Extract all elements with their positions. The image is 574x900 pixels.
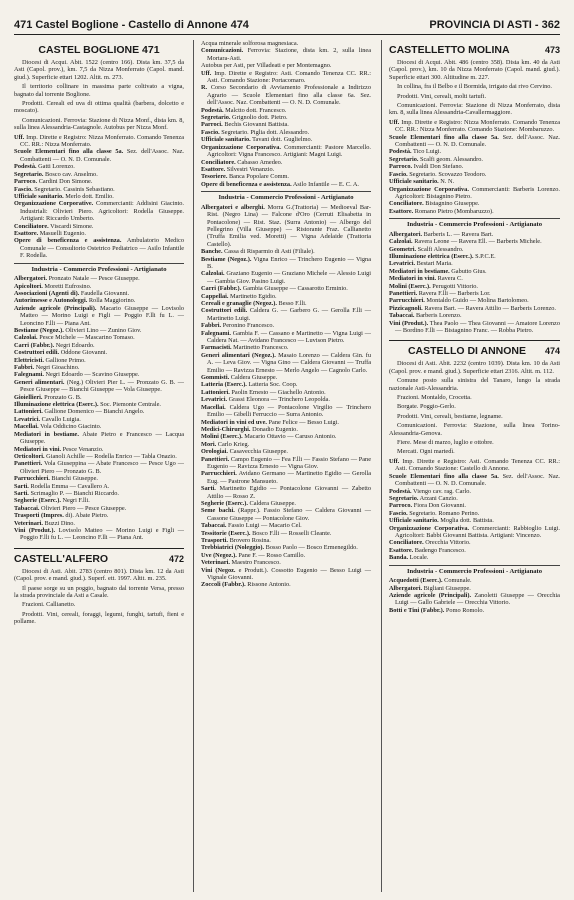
intro-paragraph: Frazioni. Callianetto.: [22, 601, 76, 609]
list-item: Bestiame (Negoz.). Olivieri Lino — Zunino Giov.: [14, 327, 142, 334]
intro-paragraph: Comunicazioni. Ferrovia: Stazione di Nizza Monf., dista km. 8, sulla linea Alessandria-Castagnole. Autobus per Nizza Monf.: [14, 116, 184, 132]
list-item: Scuole Elementari fino alla classe 5a. Sez. dell'Assoc. Naz. Combattenti — O. N. D. Comunale.: [389, 133, 560, 149]
list-item: Organizzazione Corporative. Commercianti: Addisini Giacinto. Industriali: Olivieri Piero. Agricoltori: Rodella Giuseppe. Artigiani: Riccardo Umberto.: [14, 200, 184, 223]
list-item: Uve (Negoz.). Pane F. — Rosso Camillo.: [201, 551, 306, 559]
list-item: Lattonieri. Gallione Domenico — Bianchi Angelo.: [14, 408, 145, 416]
list-item: Esattore. Badengo Francesco.: [389, 546, 466, 554]
list-item: Trebbiatrici (Noleggio). Bosso Paolo — Bosco Ermenegildo.: [201, 544, 358, 552]
industry-heading: Industria - Commercio Professioni - Artigianato: [389, 218, 560, 229]
list-item: Carri (Fabbr.). Negri Edoardo.: [14, 341, 95, 349]
section-separator: [14, 548, 184, 549]
industry-list: [389, 231, 560, 335]
industry-heading: Industria - Commercio Professioni - Artigianato: [201, 191, 371, 202]
column-1: [14, 40, 184, 892]
list-item: Conciliatore. Bistagnino Giuseppe.: [389, 200, 480, 208]
section-number: 474: [544, 346, 560, 357]
intro-paragraph: Prodotti. Vini, cereali, molti tartufi.: [397, 92, 487, 100]
section-intro: [389, 360, 560, 455]
list-item: Podestà. Viengo cav. rag. Carlo.: [389, 487, 471, 495]
list-item: Gommisti. Caldera Giuseppe.: [201, 374, 278, 382]
intro-paragraph: Comune posto sulla sinistra del Tanaro, lungo la strada nazionale Asti-Alessandria.: [389, 377, 560, 392]
list-item: Latteria (Eserc.). Latteria Soc. Coop.: [201, 381, 298, 389]
list-item: Sarti. Scrimaglio P. — Bianchi Riccardo.: [14, 489, 119, 497]
list-item: Fascio. Segretario. Cassinis Sebastiano.: [14, 185, 115, 193]
header-left: 471 Castel Boglione - Castello di Annone 474: [14, 19, 249, 31]
intro-paragraph: Mercati. Ogni martedì.: [397, 448, 455, 456]
list-item: Levatrici. Bestari Maria.: [389, 260, 453, 268]
intro-paragraph: In collina, fra il Belbo e il Bormida, irrigato dai rivo Cervino.: [397, 83, 552, 91]
list-item: Calzolai. Pesce Michele — Mascarino Tomaso.: [14, 334, 135, 342]
list-item: Parroco. Ivaldi Don Stefano.: [389, 163, 464, 171]
intro-paragraph: Diocesi di Acqui. Abit. 486 (centro 358). Dista km. 40 da Asti (Capol. prov.), km. 10 da Nizza Monferrato (Capol. mand. giud.). Superficie ettari 300. Altitudine m. 227.: [389, 59, 560, 81]
section-title-text: CASTELLETTO MOLINA: [389, 44, 510, 56]
list-item: Macellai. Caldera Ugo — Pontacolone Virgilio — Trinchero Emilio — Gibelli Ferruccio — Surra Antonio.: [201, 403, 371, 419]
intro-paragraph: Comunicazioni. Ferrovia: Stazione, sulla linea Torino-Alessandria-Genova.: [389, 422, 560, 437]
list-item: Segretario. Arzani Canzio.: [389, 494, 458, 502]
section-separator: [389, 340, 560, 341]
section-title: [389, 345, 560, 357]
list-item: Elettricisti. Gallione Primo.: [14, 356, 86, 364]
list-item: Ufficiale sanitario. Moglia dott. Battista.: [389, 517, 494, 525]
list-item: Lattonieri. Paolin Ernesto — Giachello Antonio.: [201, 388, 326, 396]
list-item: Illuminazione elettrica (Eserc.). S.P.C.E.: [389, 252, 496, 260]
section-intro: [14, 568, 184, 626]
list-item: Albergatori e alberghi. Morra G.(Trattoria) — Medioeval Bar-Rist. (Negro Lina) — Falcone d'Oro (Cerruti Elisabetta in Pontacolone) — Rist. Staz. (Surra Antonio) — Albergo del Pellegrino (Villa Giuseppe) — Ristorante Fraz. Callianetto (Truffa Emilia ved. Moretti) — Vigna Adelaide (Trattoria Castello).: [201, 203, 371, 248]
list-item: Ufficiale sanitario. Tavani dott. Guglielmo.: [201, 136, 313, 144]
list-item: Cappellai. Martinetto Egidio.: [201, 292, 277, 300]
list-item: Sarti. Martinetto Egidio — Pontacolone Giovanni — Zabetto Attilio — Rosso Z.: [201, 485, 371, 500]
list-item: Orticoltori. Gianoli Achille — Rodella Enrico — Tabla Onazio.: [14, 452, 177, 460]
list-item: R. Corso Secondario di Avviamento Professionale a Indirizzo Agrario — Scuole Elementari fino alla classe 6a. Sez. dell'Assoc. Naz. Combattenti — O. N. D. Comunale.: [201, 84, 371, 107]
list-item: Segretario. Grignolio dott. Pietro.: [201, 114, 288, 122]
list-item: Aziende agricole (Principali). Macario Giuseppe — Lovisolo Matteo — Morino Luigi e Figli — Poggio F.lli fu L. — Leoncino F.lli — Piana Ant.: [14, 304, 184, 327]
intro-paragraph: Diocesi di Asti. Abit. 2783 (centro 801). Dista km. 12 da Asti (Capol. prov. e mand. giud.). Superf. ett. 1997. Altit. m. 235.: [14, 567, 184, 583]
column-3: [389, 40, 560, 892]
list-item: Organizzazione Corporativa. Commercianti: Pastore Marcello. Agricoltori: Vigna Francesco. Artigiani: Magni Luigi.: [201, 143, 371, 159]
list-item: Mori. Carlo Krieg.: [201, 440, 250, 448]
list-item: Albergatori. Barberis L. — Ravera Bart.: [389, 230, 494, 238]
list-item: Tessitorie (Eserc.). Bosco F.lli — Rosselli Cleante.: [201, 529, 332, 537]
list-item: Generi alimentari. (Neg.) Olivieri Pier L. — Pronzato G. B. — Pesce Giuseppe — Bianchi Giuseppe — Vola Giuseppe.: [14, 378, 184, 394]
intro-paragraph: Comunicazioni. Ferrovia: Stazione di Nizza Monferrato, dista km. 8, sulla linea Alessandria-Cavallermaggiore.: [389, 102, 560, 117]
list-item: Ufficiale sanitario. Merlo dott. Emilio.: [14, 192, 114, 200]
list-item: Organizzazione Corporativa. Commercianti: Rabbioglio Luigi. Agricoltori: Babbi Giovanni Battista. Artigiani: Vincenzo.: [389, 524, 560, 539]
list-item: Opere di beneficenza e assistenza. Ambulatorio Medico Comunale — Consultorio Ostetrico Pediatrico — Asilo Infantile F. Rodella.: [14, 237, 184, 260]
list-item: Autorimesse e Autonoleggi. Rolla Maggiorino.: [14, 297, 136, 305]
list-item: Autobus per Asti, per Villadeati e per Montemagno.: [201, 62, 332, 70]
intro-paragraph: Frazioni. Montaldo, Crocetta.: [397, 394, 472, 402]
list-item: Trasporti. Brovero Rosina.: [201, 537, 271, 544]
list-item: Zoccoli (Fabbr.). Rissone Antonio.: [201, 581, 291, 589]
list-item: Acquedotti (Eserc.). Comunale.: [389, 577, 472, 585]
list-item: Uff. Imp. Dirette e Registro: Nizza Monferrato. Comando Tenenza CC. RR.: Nizza Monferrato.: [14, 133, 184, 149]
entries-list: [14, 134, 184, 260]
industry-list: [14, 275, 184, 542]
list-item: Fascio. Segretario. Scovazzo Teodoro.: [389, 170, 487, 178]
list-item: Pizzicagnoli. Ravera Bart. — Ravera Attilio — Barberis Lorenzo.: [389, 304, 557, 312]
list-item: Conciliatore. Orecchia Vittorio.: [389, 539, 471, 547]
intro-paragraph: Diocesi di Acqui. Abit. 1522 (centro 166). Dista km. 37,5 da Asti (Capol. prov.), km. 7,5 da Nizza Monferrato (Capol. mand. giud.). Superficie ettari 1202. Altit. m. 273.: [14, 59, 184, 81]
list-item: Uff. Imp. Dirette e Registro: Nizza Monferrato. Comando Tenenza CC. RR.: Nizza Monferrato. Comando Stazione: Mombaruzzo.: [389, 118, 560, 134]
industry-heading: Industria - Commercio Professioni - Artigianato: [389, 565, 560, 576]
list-item: Tesoriere. Banca Popolare Comm.: [201, 173, 289, 181]
page-header: [14, 18, 560, 35]
list-item: Banche. Cassa di Risparmio di Asti (Filiale).: [201, 248, 315, 256]
intro-paragraph: Prodotti. Vini, cereali, foraggi, legumi, funghi, tartufi, fieni e pollame.: [14, 610, 184, 626]
list-item: Conciliatore. Viscardi Simone.: [14, 222, 94, 230]
list-item: Veterinari. Maestro Francesco.: [201, 559, 281, 567]
list-item: Medici-Chirurghi. Donadio Eugenio.: [201, 425, 298, 433]
list-item: Trasporti (Impres. di). Abate Pietro.: [14, 512, 109, 520]
list-item: Orologiai. Casavecchia Giuseppe.: [201, 448, 288, 456]
list-item: Associazioni (Agenti di). Faudella Giovanni.: [14, 289, 130, 297]
list-item: Illuminazione elettrica (Eserc.). Soc. Piemonte Centrale.: [14, 401, 161, 409]
list-item: Panettieri. Campo Eugenio — Fea F.lli — Fassio Stefano — Pane Eugenio — Ravizza Ernesto — Vigna Giov.: [201, 455, 371, 470]
section-number: 473: [544, 45, 560, 55]
list-item: Macellai. Vola Oddicino Giacinto.: [14, 423, 102, 431]
list-item: Segherie (Eserc.). Negri F.lli.: [14, 497, 90, 505]
section-title: CASTEL BOGLIONE 471: [38, 44, 160, 56]
intro-paragraph: Il territorio collinare in massima parte coltivato a vigna, bagnato dal torrente Boglione.: [14, 83, 184, 98]
list-item: Uff. Imp. Dirette e Registro: Asti. Comando Tenenza CC. RR.: Asti. Comando Stazione: Castello di Annone.: [389, 457, 560, 473]
section-title-text: CASTELLO DI ANNONE: [407, 345, 526, 358]
list-item: Aziende agricole (Principali). Zanoletti Giuseppe — Orecchia Luigi — Gallo Gabriele — Orecchia Vittorio.: [389, 591, 560, 607]
list-item: Opere di beneficenza e assistenza. Asilo Infantile — E. C. A.: [201, 180, 359, 188]
list-item: Fascio. Segretario. Piglia dott. Alessandro.: [201, 128, 310, 136]
list-item: Costruttori edili. Caldera G. — Garbero G. — Gerolla F.lli — Martinetto Luigi.: [201, 307, 371, 322]
list-item: Farmacisti. Martinetto Francesco.: [201, 344, 289, 352]
intro-paragraph: Borgate. Poggio-Gerlo.: [397, 403, 456, 411]
list-item: Tabaccai. Fassio Luigi — Macario Cel.: [201, 522, 302, 530]
list-item: Falegnami. Negri Edoardo — Scavino Giuseppe.: [14, 371, 140, 379]
list-item: Tabaccai. Olivieri Piero — Pesce Giuseppe.: [14, 504, 127, 512]
list-item: Segretario. Bosco cav. Anselmo.: [14, 170, 98, 178]
list-item: Vini (Produt.). Thea Paolo — Thea Giovanni — Amatore Lorenzo — Bordino F.lli — Bistagnino Franc. — Robba Pietro.: [389, 319, 560, 334]
list-item: Parroco. Cardini Don Simone.: [14, 178, 93, 186]
list-item: Mediatori in vini ed uve. Pane Felice — Besso Luigi.: [201, 418, 340, 426]
intro-paragraph: Prodotti. Vini, cereali, bestiame, legname.: [397, 412, 503, 420]
industry-heading: Industria - Commercio Professioni - Artigianato: [14, 263, 184, 274]
list-item: Fabbri. Peronino Francesco.: [201, 322, 275, 330]
entries-list: [201, 40, 371, 188]
list-item: Bestiame (Negoz.). Vigna Enrico — Trinchero Eugenio — Vigna B.: [201, 255, 371, 270]
list-item: Molini (Eserc.). Macario Ottavio — Caruso Antonio.: [201, 433, 337, 441]
list-item: Parrucchieri. Bianchi Giuseppe.: [14, 475, 98, 483]
list-item: Gioiellieri. Pronzato G. B.: [14, 393, 82, 401]
list-item: Fascio. Segretario. Romano Perino.: [389, 509, 480, 517]
list-item: Fabbri. Negri Gioachino.: [14, 364, 80, 372]
list-item: Levatrici. Grassi Eleonora — Trinchero Leopolda.: [201, 396, 330, 404]
intro-paragraph: Diocesi di Asti. Abit. 2232 (centro 1039). Dista km. 10 da Asti (Capol. prov. e mand. giud.). Superficie ettari 2316. Altit. m. 112.: [389, 360, 560, 375]
list-item: Banda. Locale.: [389, 554, 429, 562]
header-right: PROVINCIA DI ASTI - 362: [429, 19, 560, 31]
list-item: Parroci. Bechis Giovanni Battista.: [201, 121, 289, 129]
list-item: Sarti. Rodella Emma — Cavallero A.: [14, 482, 110, 490]
list-item: Podestà. Gatti Lorenzo.: [14, 163, 75, 171]
list-item: Mediatori in vini. Ravera C.: [389, 275, 463, 283]
list-item: Generi alimentari (Negoz.). Masaio Lorenzo — Caldera Gin. fu A. — Leva Giov. — Vigna Gino — Caldera Giovanni — Truffa Emilio — Ravizza Ernesto — Merlo Angelo — Cagnolo Carlo.: [201, 351, 371, 374]
list-item: Panettieri. Vola Giuseppina — Abate Francesco — Pesce Ugo — Olivieri Piero — Pronzato G. B.: [14, 460, 184, 475]
section-intro: [14, 59, 184, 132]
industry-list: [389, 577, 560, 614]
list-item: Carri (Fabbr.). Gambia Giuseppe — Cassarotto Erminio.: [201, 285, 348, 293]
list-item: Comunicazioni. Ferrovia: Stazione, dista km. 2, sulla linea Mortara-Asti.: [201, 47, 371, 62]
list-item: Botti e Tini (Fabbr.). Pomo Romolo.: [389, 606, 485, 614]
list-item: Apicoltori. Moretti Eufrosino.: [14, 282, 92, 290]
intro-paragraph: Fiere. Mese di marzo, luglio e ottobre.: [397, 439, 494, 447]
list-item: Molini (Eserc.). Perugotti Vittorio.: [389, 282, 478, 290]
column-2: [201, 40, 371, 892]
list-item: Levatrici. Cavallo Luigia.: [14, 415, 81, 423]
list-item: Scuole Elementari fino alla classe 5a. Sez. dell'Assoc. Naz. Combattenti — O. N. D. Comunale.: [389, 472, 560, 488]
list-item: Mediatori in vini. Pesce Venanzio.: [14, 445, 104, 453]
list-item: Falegnami. Gambia F. — Cassano e Martinetto — Vigna Luigi — Caldera Nat. — Avidano Francesco — Luvison Pietro.: [201, 329, 371, 345]
intro-paragraph: Il paese sorge su un poggio, bagnato dal torrente Versa, presso la strada provinciale da Asti a Casale.: [14, 584, 184, 599]
industry-list: [201, 204, 371, 589]
list-item: Podestà. Malctto dott. Francesco.: [201, 106, 287, 114]
list-item: Uff. Imp. Dirette e Registro: Asti. Comando Tenenza CC. RR.: Asti. Comando Stazione: Portacomaro.: [201, 69, 371, 85]
list-item: Calzolai. Ravera Leone — Ravera Ell. — Barberis Michele.: [389, 238, 542, 246]
section-title: [14, 553, 184, 565]
list-item: Albergatori. Pronzato Natale — Pesce Giuseppe.: [14, 275, 140, 283]
list-item: Calzolai. Graziano Eugenio — Graziano Michele — Alessio Luigi — Gambia Giov. Pasino Luigi.: [201, 270, 371, 285]
list-item: Mediatori in bestiame. Abate Pietro e Francesco — Lacqua Giuseppe.: [14, 430, 184, 446]
list-item: Esattore. Romano Pietro (Mombaruzzo).: [389, 207, 494, 215]
list-item: Parroco. Fiora Don Giovanni.: [389, 502, 467, 510]
list-item: Scuole Elementari fino alla classe 5a. Sez. dell'Assoc. Naz. Combattenti — O. N. D. Comunale.: [14, 148, 184, 163]
list-item: Conciliatore. Cabasso Amedeo.: [201, 158, 283, 166]
list-item: Seme bachi. (Rappr.). Fassio Stefano — Caldera Giovanni — Cassone Giuseppe — Pontacolone Giov.: [201, 507, 371, 522]
list-item: Tabaccai. Barberis Lorenzo.: [389, 312, 462, 320]
list-item: Esattore. Masuelli Eugenio.: [14, 229, 86, 237]
intro-paragraph: Prodotti. Cereali ed uva di ottima qualità (barbera, dolcetto e moscato).: [14, 100, 184, 115]
section-intro: [389, 59, 560, 117]
list-item: Ufficiale sanitario. N. N.: [389, 178, 455, 186]
list-item: Segretario. Scalfi geom. Alessandro.: [389, 155, 483, 163]
list-item: Veterinari. Buzzi Dino.: [14, 519, 75, 527]
list-item: Segherie (Eserc.). Caldera Giuseppe.: [201, 499, 297, 507]
list-item: Mediatori in bestiame. Gabutto Gius.: [389, 267, 487, 275]
list-item: Costruttori edili. Oddone Giovanni.: [14, 349, 108, 357]
list-item: Parrucchieri. Montaldo Guido — Molina Bartolomeo.: [389, 297, 529, 305]
entries-list: [389, 119, 560, 215]
list-item: Parrucchieri. Avidano Germano — Martinetto Egidio — Gerolla Eug. — Pastrone Mansueto.: [201, 470, 371, 485]
entries-list: [389, 458, 560, 562]
list-item: Vini (Produt.). Lovisolo Matteo — Morino Luigi e Figli — Poggio F.lli fu L. — Leoncino F.lli — Piana Ant.: [14, 526, 184, 542]
column-divider: [193, 40, 194, 892]
column-divider: [381, 40, 382, 892]
list-item: Esattore. Silvestri Venanzio.: [201, 165, 275, 173]
list-item: Albergatori. Bigliani Giuseppe.: [389, 584, 471, 592]
section-title: [389, 44, 560, 56]
list-item: Cereali e granaglie (Negoz.). Besso F.lli.: [201, 300, 307, 307]
list-item: Geometri. Scalfi Alessandro.: [389, 245, 464, 253]
section-number: 472: [168, 553, 184, 564]
list-item: Vini (Negoz. e Produtt.). Cossotto Eugenio — Besso Luigi — Vignale Giovanni.: [201, 566, 371, 582]
list-item: Panettieri. Ravera F.lli — Barberis Lor.: [389, 289, 491, 297]
list-item: Acqua minerale solforosa magnesiaca.: [201, 40, 299, 47]
list-item: Organizzazione Corporativa. Commercianti: Barberis Lorenzo. Agricoltori: Bistagnino Pietro.: [389, 185, 560, 200]
list-item: Podestà. Tico Luigi.: [389, 148, 442, 156]
section-title-text: CASTELL'ALFERO: [14, 552, 109, 565]
